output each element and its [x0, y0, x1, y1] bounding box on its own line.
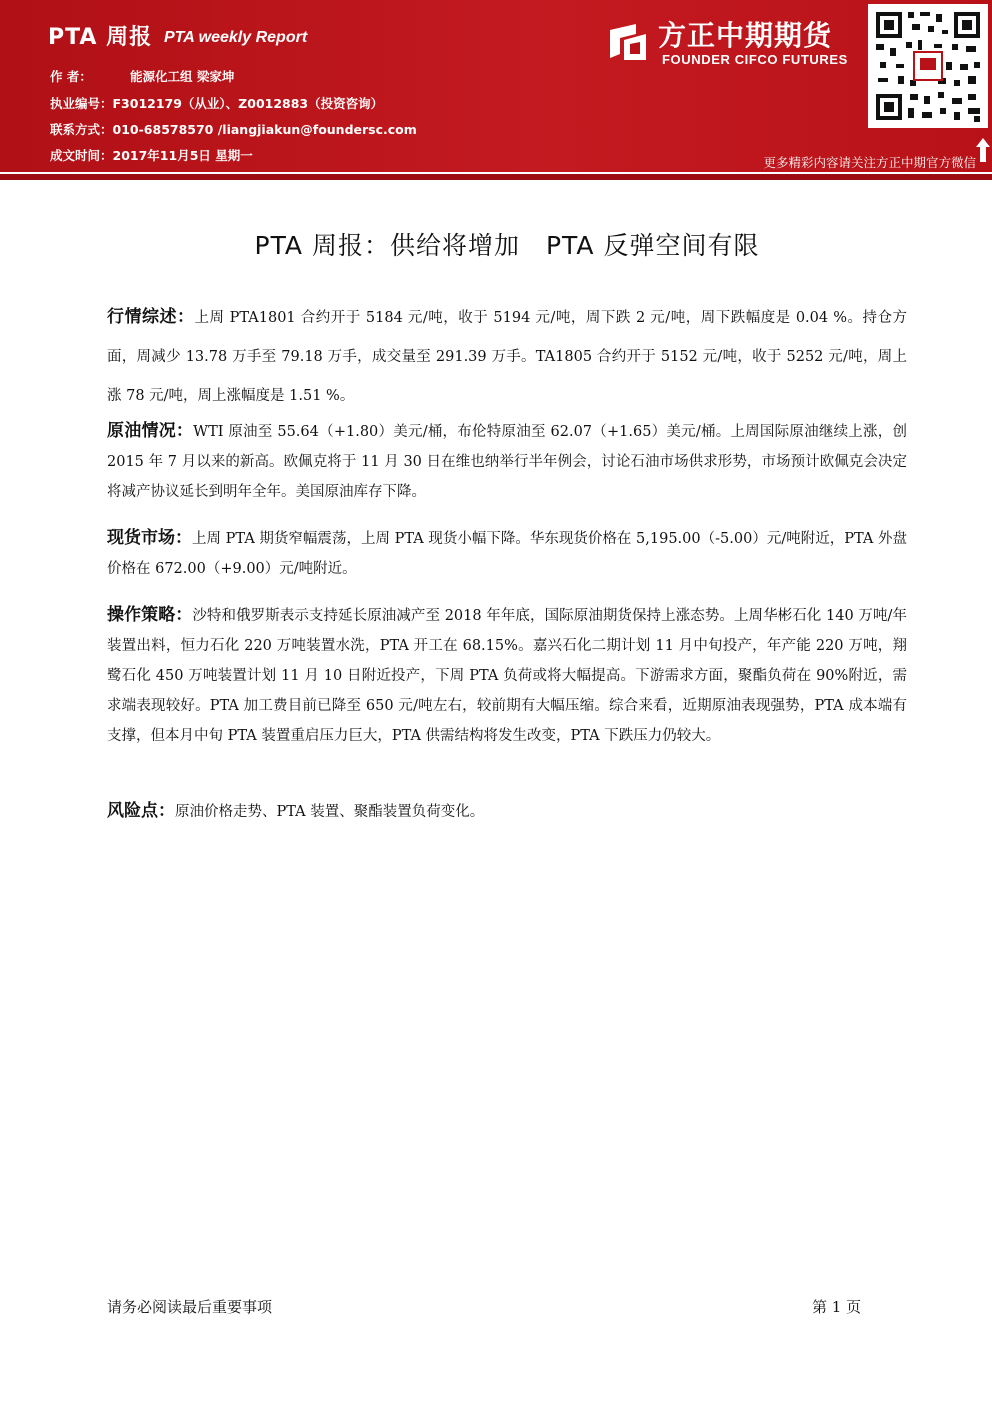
section-heading: 操作策略：: [107, 605, 193, 625]
company-name-cn: 方正中期期货: [658, 19, 833, 52]
section-risk: [107, 796, 907, 827]
section-heading: 行情综述：: [107, 307, 195, 327]
license-value: F3012179（从业）、Z0012883（投资咨询）: [112, 96, 384, 111]
date-label: 成文时间：: [50, 148, 113, 163]
report-type-title: PTA 周报: [48, 25, 153, 50]
section-heading: 现货市场：: [107, 528, 193, 548]
section-heading: 风险点：: [107, 801, 175, 821]
date-value: 2017年11月5日 星期一: [112, 148, 253, 163]
document-title: PTA 周报：供给将增加 PTA 反弹空间有限: [254, 231, 760, 260]
author-label: 作 者：: [50, 69, 92, 84]
header-divider: [0, 174, 992, 180]
wechat-qr-code[interactable]: [868, 4, 988, 128]
wechat-follow-text: 更多精彩内容请关注方正中期官方微信: [763, 155, 976, 170]
date-line: [50, 146, 253, 164]
contact-value[interactable]: 010-68578570 /liangjiakun@foundersc.com: [112, 122, 417, 137]
section-text: 沙特和俄罗斯表示支持延长原油减产至 2018 年年底，国际原油期货保持上涨态势。上周华彬石化 140 万吨/年装置出料，恒力石化 220 万吨装置水洗，PTA 开工在 68.15%。嘉兴石化二期计划 11 月中旬投产，年产能 220 万吨，翔鹭石化 450 万吨装置计划 11 月 10 日附近投产，下周 PTA 负荷或将大幅提高。下游需求方面，聚酯负荷在 90%附近，需求端表现较好。PTA 加工费目前已降至 650 元/吨左右，较前期有大幅压缩。综合来看，近期原油表现强势，PTA 成本端有支撑，但本月中旬 PTA 装置重启压力巨大，PTA 供需结构将发生改变，PTA 下跌压力仍较大。: [107, 608, 908, 744]
section-crude-oil: [107, 416, 907, 507]
section-text: WTI 原油至 55.64（+1.80）美元/桶，布伦特原油至 62.07（+1.65）美元/桶。上周国际原油继续上涨，创 2015 年 7 月以来的新高。欧佩克将于 11 月 30 日在维也纳举行半年例会，讨论石油市场供求形势，市场预计欧佩克会决定将减产协议延长到明年全年。美国原油库存下降。: [107, 424, 907, 500]
section-text: 上周 PTA 期货窄幅震荡，上周 PTA 现货小幅下降。华东现货价格在 5,195.00（-5.00）元/吨附近，PTA 外盘价格在 672.00（+9.00）元/吨附近。: [107, 531, 907, 577]
section-heading: 原油情况：: [107, 421, 194, 441]
section-spot-market: [107, 523, 907, 584]
author-line: [50, 67, 234, 85]
disclaimer-notice: 请务必阅读最后重要事项: [107, 1298, 273, 1316]
up-arrow-icon: [976, 138, 990, 162]
license-line: [50, 94, 383, 112]
qr-code-icon: [868, 4, 988, 128]
report-type-subtitle: PTA weekly Report: [164, 29, 308, 46]
section-text: 上周 PTA1801 合约开于 5184 元/吨，收于 5194 元/吨，周下跌 2 元/吨，周下跌幅度是 0.04 %。持仓方面，周减少 13.78 万手至 79.18 万手，成交量至 291.39 万手。TA1805 合约开于 5152 元/吨，收于 5252 元/吨，周上涨 78 元/吨，周上涨幅度是 1.51 %。: [107, 310, 908, 404]
license-label: 执业编号：: [50, 96, 113, 111]
company-name-en: FOUNDER CIFCO FUTURES: [662, 52, 848, 67]
contact-label: 联系方式：: [50, 122, 113, 137]
contact-line: [50, 120, 417, 138]
section-market-summary: [107, 298, 907, 416]
section-strategy: [107, 600, 907, 751]
section-text: 原油价格走势、PTA 装置、聚酯装置负荷变化。: [175, 804, 485, 820]
author-value: 能源化工组 梁家坤: [130, 69, 235, 84]
company-logo-icon: [606, 20, 650, 64]
page-number: 第 1 页: [812, 1298, 862, 1316]
